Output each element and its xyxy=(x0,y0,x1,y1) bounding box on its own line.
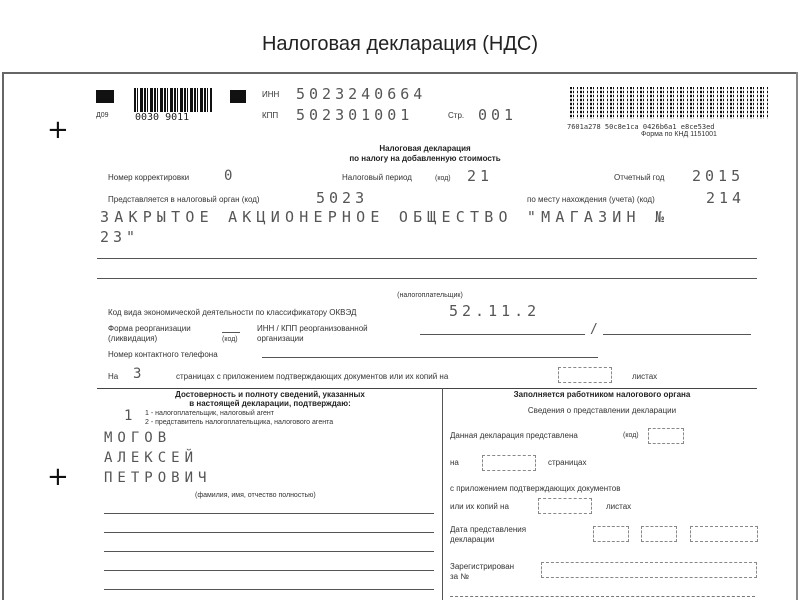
anchor-square-mid xyxy=(230,90,246,103)
taxpayer-name-line-1: ЗАКРЫТОЕ АКЦИОНЕРНОЕ ОБЩЕСТВО "МАГАЗИН № xyxy=(100,208,670,226)
correction-value: 0 xyxy=(224,168,233,184)
sections-divider-top xyxy=(97,388,757,389)
document-frame-top xyxy=(2,72,798,74)
with-docs-label: с приложением подтверждающих документов xyxy=(450,484,621,493)
reorg-inn-label-2: организации xyxy=(257,334,304,343)
left-line-4 xyxy=(104,570,434,571)
pages-label: страницах с приложением подтверждающих документов или их копий на xyxy=(176,372,449,381)
inn-value: 5023240664 xyxy=(296,85,427,103)
okved-label: Код вида экономической деятельности по классификатору ОКВЭД xyxy=(108,308,357,317)
taxpayer-name-line-2: 23" xyxy=(100,228,140,246)
document-frame-right xyxy=(796,72,798,600)
barcode-2d-right xyxy=(570,87,770,119)
signer-option-1: 1 - налогоплательщик, налоговый агент xyxy=(145,410,274,417)
left-line-2 xyxy=(104,532,434,533)
reorg-kpp-line xyxy=(603,334,751,335)
right-section-heading: Заполняется работником налогового органа xyxy=(513,390,691,399)
year-value: 2015 xyxy=(692,167,745,185)
period-code-label: (код) xyxy=(435,175,451,182)
reorg-label-2: (ликвидация) xyxy=(108,334,158,343)
copies-sheets-label: листах xyxy=(606,502,632,511)
correction-label: Номер корректировки xyxy=(108,173,190,182)
registered-label-1: Зарегистрирован xyxy=(450,562,515,571)
declaration-heading-2: по налогу на добавленную стоимость xyxy=(349,154,501,163)
plus-marker-top: + xyxy=(47,115,69,145)
date-day-box xyxy=(593,526,629,542)
reorg-inn-label-1: ИНН / КПП реорганизованной xyxy=(257,324,368,333)
anchor-square-left xyxy=(96,90,114,103)
signer-fio-caption: (фамилия, имя, отчество полностью) xyxy=(195,492,316,499)
right-pages-box xyxy=(482,455,536,471)
pages-on-label: На xyxy=(108,372,119,381)
copies-label: или их копий на xyxy=(450,502,509,511)
left-section-heading-1: Достоверность и полноту сведений, указанных xyxy=(175,390,365,399)
kpp-value: 502301001 xyxy=(296,106,414,124)
date-label-1: Дата представления xyxy=(450,525,527,534)
signer-surname: МОГОВ xyxy=(104,430,172,446)
right-on-label: на xyxy=(450,458,459,467)
date-month-box xyxy=(641,526,677,542)
phone-label: Номер контактного телефона xyxy=(108,350,218,359)
page-label: Стр. xyxy=(448,111,465,120)
reorg-slash: / xyxy=(590,322,598,337)
sections-divider-vertical xyxy=(442,388,443,600)
period-label: Налоговый период xyxy=(342,173,412,182)
registered-label-2: за № xyxy=(450,572,469,581)
organ-value: 5023 xyxy=(316,189,369,207)
location-value: 214 xyxy=(706,189,746,207)
left-line-5 xyxy=(104,589,434,590)
pages-value: 3 xyxy=(133,366,142,382)
right-pages-label: страницах xyxy=(548,458,587,467)
signer-first-name: АЛЕКСЕЙ xyxy=(104,450,199,466)
date-label-2: декларации xyxy=(450,535,495,544)
right-section-subheading: Сведения о представлении декларации xyxy=(527,406,677,415)
page-value: 001 xyxy=(478,106,518,124)
barcode-left-caption: 0030 9011 xyxy=(135,112,190,123)
inn-label: ИНН xyxy=(262,90,280,99)
date-year-box xyxy=(690,526,758,542)
presented-code-box xyxy=(648,428,684,444)
reorg-inn-line xyxy=(420,334,585,335)
taxpayer-underline-2 xyxy=(97,278,757,279)
organ-label: Представляется в налоговый орган (код) xyxy=(108,195,260,204)
registered-number-box xyxy=(541,562,757,578)
taxpayer-underline-1 xyxy=(97,258,757,259)
barcode-right-code: 7601a278 50c8e1ca 0426b6a1 e8ce53ed xyxy=(567,123,715,131)
reorg-label-1: Форма реорганизации xyxy=(108,324,191,333)
pages-sheets-label: листах xyxy=(632,372,658,381)
presented-code-label: (код) xyxy=(623,432,639,439)
okved-value: 52.11.2 xyxy=(449,302,541,320)
signer-choice-value: 1 xyxy=(124,408,133,424)
slide-title: Налоговая декларация (НДС) xyxy=(261,33,539,55)
kpp-label: КПП xyxy=(262,111,279,120)
barcode-left xyxy=(134,88,212,112)
reorg-code-line xyxy=(222,332,240,333)
period-value: 21 xyxy=(467,167,494,185)
reorg-code-label: (код) xyxy=(222,336,238,343)
location-label: по месту нахождения (учета) (код) xyxy=(527,195,655,204)
signer-patronymic: ПЕТРОВИЧ xyxy=(104,470,212,486)
presented-label: Данная декларация представлена xyxy=(450,431,578,440)
plus-marker-bottom: + xyxy=(47,462,69,492)
left-section-heading-2: в настоящей декларации, подтверждаю: xyxy=(189,399,351,408)
signer-option-2: 2 - представитель налогоплательщика, налогового агента xyxy=(145,419,334,426)
declaration-heading-1: Налоговая декларация xyxy=(379,144,471,153)
taxpayer-caption: (налогоплательщик) xyxy=(397,292,463,299)
form-code: Форма по КНД 1151001 xyxy=(641,131,717,138)
right-bottom-dash xyxy=(450,596,755,597)
year-label: Отчетный год xyxy=(614,173,665,182)
barcode-left-small: Д09 xyxy=(96,112,109,119)
left-line-1 xyxy=(104,513,434,514)
pages-sheets-box xyxy=(558,367,612,383)
left-line-3 xyxy=(104,551,434,552)
document-frame-left xyxy=(2,72,4,600)
copies-box xyxy=(538,498,592,514)
phone-line xyxy=(262,357,598,358)
